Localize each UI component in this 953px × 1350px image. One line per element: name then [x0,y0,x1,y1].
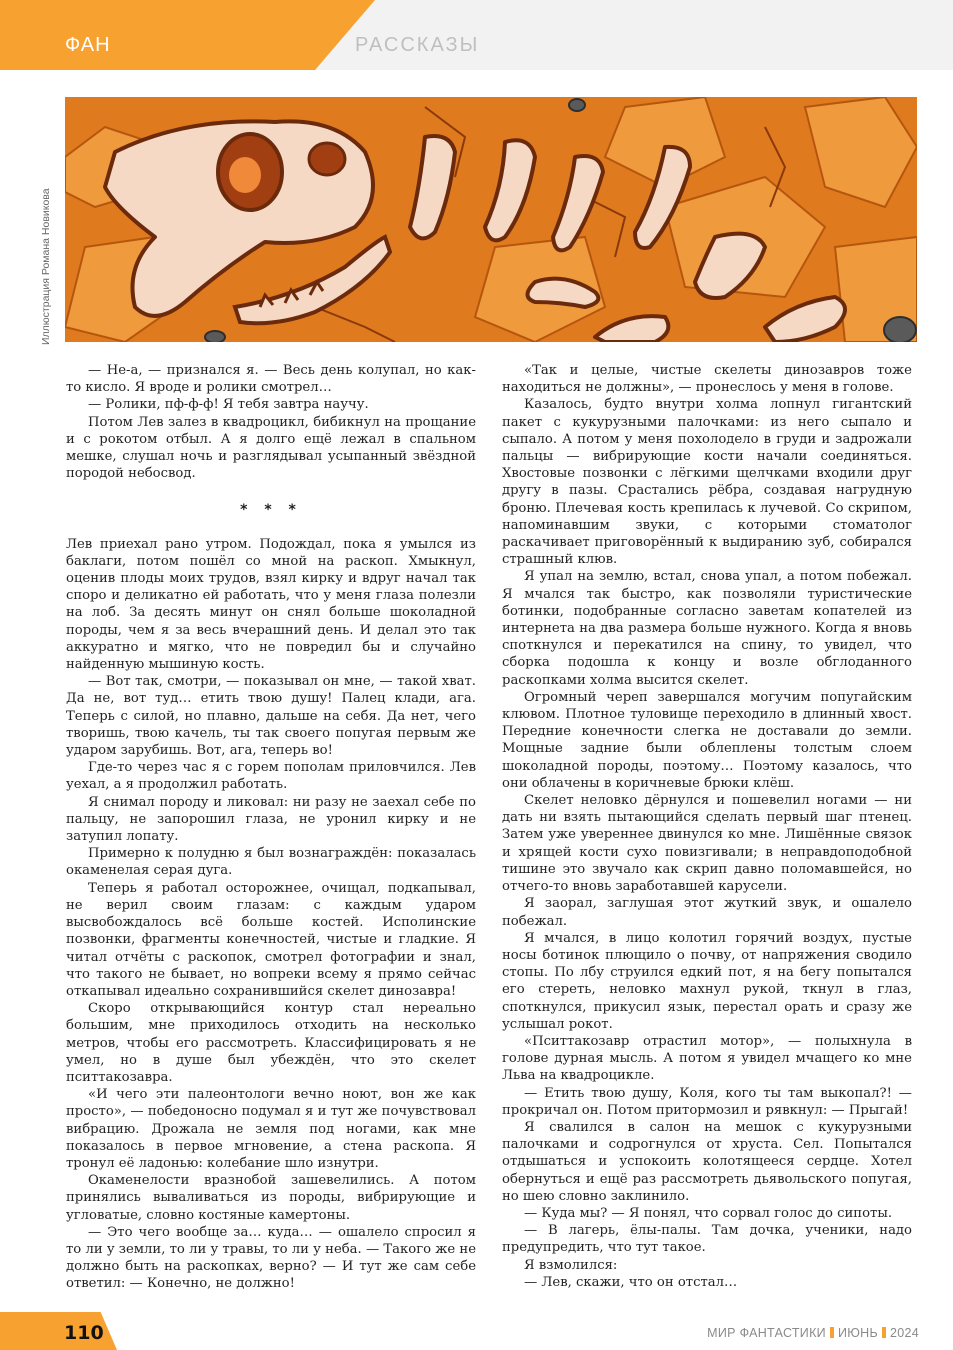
paragraph: «И чего эти палеонтологи вечно ноют, вон же как просто», — победоносно подумал я и тут же почувствовал вибрацию. Дрожала не земля под ногами, как мне показалось в первое мгновение, а стена раскопа. Я тронул её ладонью: колебание шло изнутри. [66,1087,476,1171]
rubric-label: РАССКАЗЫ [355,34,480,56]
paragraph: Я упал на землю, встал, снова упал, а потом побежал. Я мчался так быстро, как позволяли туристические ботинки, подобранные согласно заветам копателей из интернета на два размера больше нужного. Когда я вновь споткнулся и перекатился на спину, то увидел, что сборка подошла к концу и возле обглоданного раскопками холма высится скелет. [502,569,912,688]
paragraph: Огромный череп завершался могучим попугайским клювом. Плотное туловище переходило в длинный хвост. Передние конечности слегка не доставали до земли. Мощные задние были облеплены толстым слоем шоколадной породы, поэтому… Поэтому казалось, что они облачены в коричневые брюки клёш. [502,689,912,791]
paragraph: Я заорал, заглушая этот жуткий звук, и ошалело побежал. [502,896,912,929]
illustration-credit-text: Иллюстрация Романа Новикова [40,188,52,345]
issue-year: 2024 [889,1326,919,1340]
page-number: 110 [64,1322,104,1344]
paragraph: Лев приехал рано утром. Подождал, пока я умылся из баклаги, потом пошёл со мной на раскоп. Хмыкнул, оценив плоды моих трудов, взял кирку и вдруг начал так споро и деликатно ей работать, что у меня глаза полезли на лоб. За десять минут он снял больше шоколадной породы, чем я за весь вчерашний день. И делал это так аккуратно и мягко, что не повредил бы и случайно найденную мышиную кость. [66,536,476,673]
paragraph: Я снимал породу и ликовал: ни разу не заехал себе по пальцу, не запорошил глаза, не уронил кирку и не затупил лопату. [66,794,476,845]
paragraph: Окаменелости вразнобой зашевелились. А потом принялись вываливаться из породы, вибрирующие и угловатые, словно костяные камертоны. [66,1173,476,1223]
skeleton-artwork [65,97,917,342]
section-separator: * * * [240,502,302,519]
paragraph: — Не-а, — признался я. — Весь день колупал, но как-то кисло. Я вроде и ролики смотрел… [66,363,476,396]
section-label: ФАН [65,34,111,56]
paragraph: Примерно к полудню я был вознаграждён: показалась окаменелая серая дуга. [66,846,476,879]
text-column-right [502,362,912,1291]
paragraph: — Ролики, пф-ф-ф! Я тебя завтра научу. [88,397,369,413]
paragraph: — Куда мы? — Я понял, что сорвал голос до сипоты. [524,1205,893,1221]
text-column-left [66,362,476,1293]
illustration-credit [40,95,58,345]
dinosaur-skeleton-illustration [65,97,917,342]
paragraph: Казалось, будто внутри холма лопнул гигантский пакет с кукурузными палочками: из него сыпало и сыпало. А потом у меня похолодело в груди и задрожали пальцы — вибрирующие кости начали соединяться. Хвостовые позвонки с лёгкими щелчками входили друг другу в пазы. Срастались рёбра, создавая нагрудную броню. Плечевая кость крепилась к лучевой. Со скрипом, напоминавшим звуки, с которыми стоматолог раскачивает приговорённый к выдиранию зуб, собирался страшный клюв. [502,397,912,568]
paragraph: — Етить твою душу, Коля, кого ты там выкопал?! — прокричал он. Потом притормозил и рявкнул: — Прыгай! [502,1085,912,1118]
separator-bar [830,1327,834,1338]
publication-info [707,1326,919,1340]
paragraph: «Пситтакозавр отрастил мотор», — полыхнула в голове дурная мысль. А потом я увидел мчащего ко мне Льва на квадроцикле. [502,1033,912,1084]
paragraph: Я мчался, в лицо колотил горячий воздух, пустые носы ботинок плющило о почву, от напряжения сводило стопы. По лбу струился едкий пот, я на бегу попытался его стереть, неловко махнул рукой, ткнул в глаз, споткнулся, прикусил язык, перестал орать и сразу же услышал рокот. [502,930,912,1032]
paragraph: — В лагерь, ёлы-палы. Там дочка, ученики, надо предупредить, что тут такое. [502,1223,912,1256]
paragraph: Теперь я работал осторожнее, очищал, подкапывал, не верил своим глазам: с каждым ударом высвобождалось всё больше костей. Исполинские позвонки, фрагменты конечностей, чистые и гладкие. Я читал отчёты с раскопок, смотрел фотографии и знал, что такого не бывает, но вопреки всему я прямо сейчас откапывал идеально сохранившийся скелет динозавра! [66,880,476,999]
header-section-tab [0,0,375,70]
paragraph: — Это чего вообще за… куда… — ошалело спросил я то ли у земли, то ли у травы, то ли у неба. — Такого же не должно быть на раскопках, верно? — И тут же сам себе ответил: — Конечно, не должно! [66,1224,476,1292]
separator-bar [882,1327,886,1338]
paragraph: — Лев, скажи, что он отстал… [524,1274,738,1290]
paragraph: — Вот так, смотри, — показывал он мне, — такой хват. Да не, вот туд… етить твою душу! Палец клади, ага. Теперь с силой, но плавно, дальше на себя. Да нет, чего творишь, твою качель, ты так своего попугая первым же ударом зарубишь. Вот, ага, теперь во! [66,674,476,759]
paragraph: Скоро открывающийся контур стал нереально большим, мне приходилось отходить на несколько метров, чтобы его рассмотреть. Классифицировать я не умел, но в душе был убеждён, что это скелет пситтакозавра. [66,1001,476,1085]
paragraph: Где-то через час я с горем пополам приловчился. Лев уехал, а я продолжил работать. [66,760,476,793]
magazine-name: МИР ФАНТАСТИКИ [707,1326,826,1340]
paragraph: Потом Лев залез в квадроцикл, бибикнул на прощание и с рокотом отбыл. А я долго ещё лежал в спальном мешке, слушал ночь и разглядывал усыпанный звёздной породой небосвод. [66,414,476,482]
paragraph: «Так и целые, чистые скелеты динозавров тоже находиться не должны», — пронеслось у меня в голове. [502,363,912,396]
paragraph: Я свалился в салон на мешок с кукурузными палочками и содрогнулся от хруста. Сел. Попытался отдышаться и успокоить колотящееся сердце. Хотел обернуться и ещё раз рассмотреть дьявольского попугая, но шею словно заклинило. [502,1119,912,1204]
paragraph: Скелет неловко дёрнулся и пошевелил ногами — ни дать ни взять пытающийся сделать первый шаг птенец. Затем уже увереннее двинулся ко мне. Лишённые связок и хрящей кости сухо повизгивали; в неправдоподобной тишине это звучало как скрип давно поломавшейся, но отчего-то вновь заработавшей карусели. [502,793,912,895]
paragraph: Я взмолился: [524,1257,618,1273]
issue-month: ИЮНЬ [837,1326,878,1340]
